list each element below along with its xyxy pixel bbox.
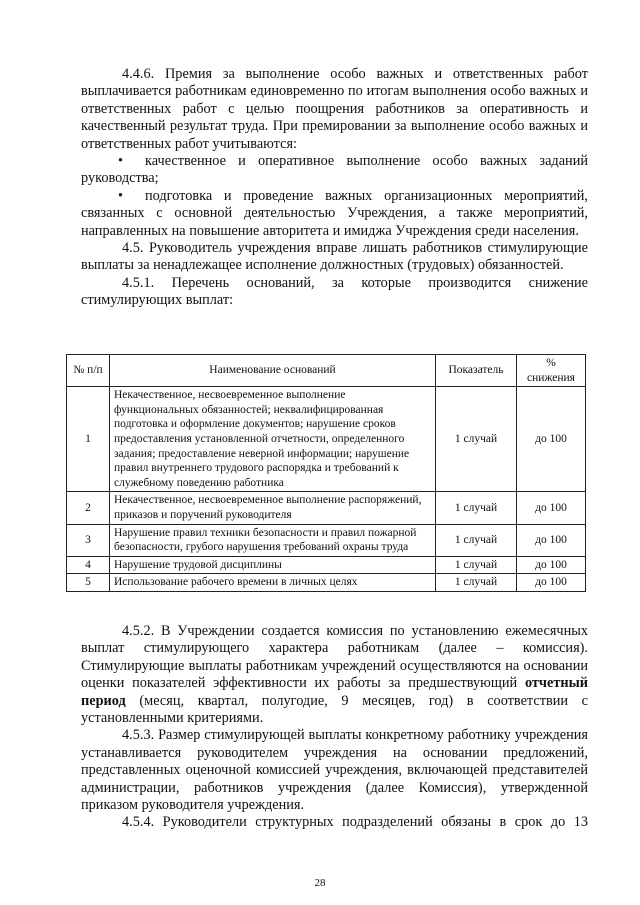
header-name: Наименование оснований <box>110 355 436 387</box>
row-num: 5 <box>67 574 110 592</box>
page-number: 28 <box>314 877 326 889</box>
table-row <box>67 387 586 492</box>
row-name: Некачественное, несвоевременное выполнение функциональных обязанностей; неквалифицированная подготовка и оформление документов; нарушение сроков предоставления установленной отчетности, определенного задания; предоставление неверной информации; нарушение правил внутреннего трудового распорядка и требований к служебному поведению работника <box>110 387 436 492</box>
header-percent: % снижения <box>517 355 586 387</box>
row-indicator: 1 случай <box>436 524 517 556</box>
bullet-icon: • <box>118 153 124 170</box>
row-name: Нарушение правил техники безопасности и правил пожарной безопасности, грубого нарушения требований охраны труда <box>110 524 436 556</box>
row-num: 4 <box>67 556 110 574</box>
table-row <box>67 556 586 574</box>
row-indicator: 1 случай <box>436 387 517 492</box>
text-block-top <box>81 66 588 310</box>
header-indicator: Показатель <box>436 355 517 387</box>
bullet-item-2-text: подготовка и проведение важных организационных мероприятий, связанных с основной деятельностью Учреждения, а также мероприятий, направленных на повышение авторитета и имиджа Учреждения среди населения. <box>81 187 588 239</box>
row-indicator: 1 случай <box>436 574 517 592</box>
row-percent: до 100 <box>517 524 586 556</box>
table-row <box>67 492 586 524</box>
row-percent: до 100 <box>517 574 586 592</box>
paragraph-4-5-4: 4.5.4. Руководители структурных подразделений обязаны в срок до 13 <box>122 814 588 831</box>
bullet-item-2 <box>81 188 588 240</box>
row-percent: до 100 <box>517 387 586 492</box>
table-row <box>67 524 586 556</box>
reduction-grounds-table <box>66 354 586 592</box>
table-header-row <box>67 355 586 387</box>
paragraph-4-5: 4.5. Руководитель учреждения вправе лишать работников стимулирующие выплаты за ненадлежащее исполнение должностных (трудовых) обязанностей. <box>81 240 588 274</box>
paragraph-4-5-1: 4.5.1. Перечень оснований, за которые производится снижение стимулирующих выплат: <box>81 274 588 309</box>
row-num: 1 <box>67 387 110 492</box>
paragraph-4-4-6: 4.4.6. Премия за выполнение особо важных и ответственных работ выплачивается работникам единовременно по итогам выполнения особо важных и ответственных работ с целью поощрения работников за оперативность и качественный результат труда. При премировании за выполнение особо важных и ответственных работ учитываются: <box>81 66 588 152</box>
paragraph-4-5-2-start: 4.5.2. В Учреждении создается комиссия по установлению ежемесячных выплат стимулирующего характера работникам (далее – комиссия). Стимулирующие выплаты работникам учреждений осуществляются на основании оценки показателей эффективности их работы за предшествующий <box>81 623 588 692</box>
paragraph-4-5-3: 4.5.3. Размер стимулирующей выплаты конкретному работнику учреждения устанавливается руководителем учреждения на основании предложений, представленных оценочной комиссией учреждения, включающей представителей администрации, работников учреждения (далее Комиссия), утвержденной приказом руководителя учреждения. <box>81 727 588 814</box>
bullet-icon: • <box>118 187 124 204</box>
text-block-bottom <box>81 623 588 832</box>
row-name: Некачественное, несвоевременное выполнение распоряжений, приказов и поручений руководителя <box>110 492 436 524</box>
reporting-period-term: отчетный период <box>81 675 588 709</box>
paragraph-4-5-2 <box>81 623 588 727</box>
row-name: Использование рабочего времени в личных целях <box>110 574 436 592</box>
row-percent: до 100 <box>517 492 586 524</box>
row-num: 2 <box>67 492 110 524</box>
paragraph-4-5-2-end: (месяц, квартал, полугодие, 9 месяцев, год) в соответствии с установленными критериями. <box>81 692 588 727</box>
header-num: № п/п <box>67 355 110 387</box>
bullet-item-1 <box>81 153 588 188</box>
row-num: 3 <box>67 524 110 556</box>
table-row <box>67 574 586 592</box>
row-percent: до 100 <box>517 556 586 574</box>
row-indicator: 1 случай <box>436 556 517 574</box>
row-name: Нарушение трудовой дисциплины <box>110 556 436 574</box>
row-indicator: 1 случай <box>436 492 517 524</box>
bullet-item-1-text: качественное и оперативное выполнение особо важных заданий руководства; <box>81 153 588 187</box>
